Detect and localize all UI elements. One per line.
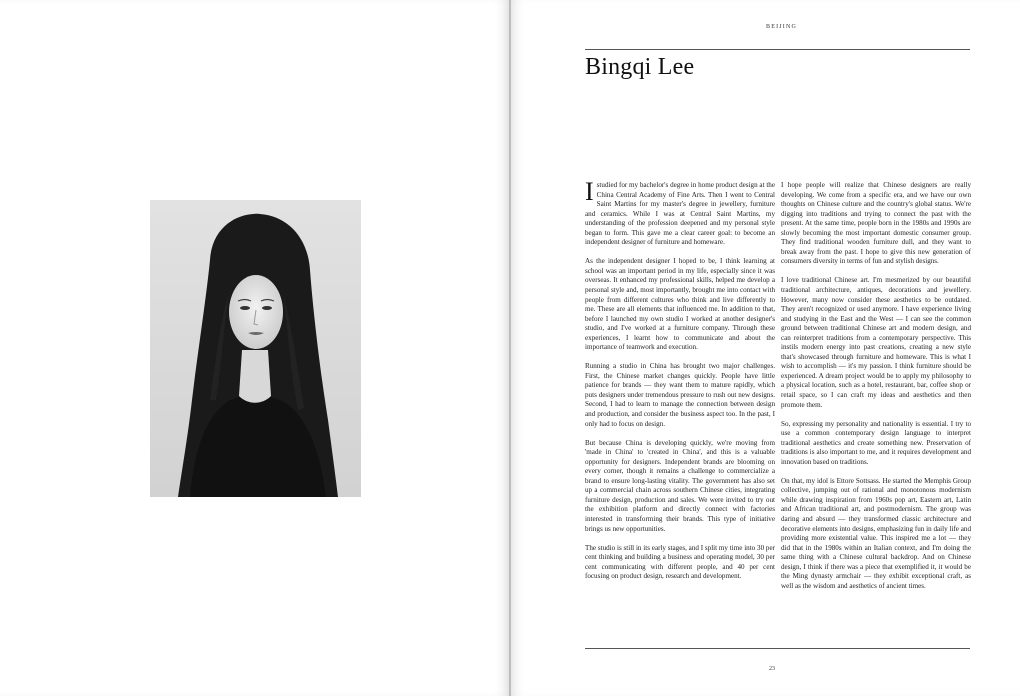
running-head: BEIJING	[766, 24, 798, 30]
text-column-1	[585, 177, 775, 591]
article-title: Bingqi Lee	[585, 54, 695, 80]
paragraph: The studio is still in its early stages, and I split my time into 30 per cent thinking and building a business and operating model, 30 per cent communicating with different people, and 40 per cent focusing on product design, research and development.	[585, 543, 775, 581]
top-rule	[585, 49, 970, 50]
paragraph: I hope people will realize that Chinese designers are really developing. We come from a specific era, and we have our own thoughts on Chinese culture and the country's global status. We're digging into traditions and trying to connect the past with the present. At the same time, people born in the 1980s and 1990s are slowly becoming the most important domestic consumer group. They find traditional wooden furniture dull, and they want to break away from the past. I hope to give this new generation of consumers diversity in terms of fun and stylish designs.	[781, 181, 971, 266]
portrait-photo	[150, 200, 361, 497]
paragraph: But because China is developing quickly, we're moving from 'made in China' to 'created in China', and this is a valuable opportunity for designers. Independent brands are blooming on every corner, though it remains a challenge to commercialize a brand to ensure long-lasting vitality. The government has also set up a commercial chain across southern Chinese cities, integrating furniture design, production and sales. We were invited to try out the exhibition platform and directly connect with factories interested in transforming their brands. This type of initiative brings us new opportunities.	[585, 438, 775, 533]
page-number: 23	[769, 666, 775, 672]
text-column-2	[781, 181, 971, 601]
bottom-rule	[585, 648, 970, 649]
paragraph: So, expressing my personality and nationality is essential. I try to use a common contemporary design language to interpret traditional aesthetics and create something new. Preservation of traditions is also important to me, and it requires development and innovation based on traditions.	[781, 419, 971, 466]
paragraph: Running a studio in China has brought two major challenges. First, the Chinese market changes quickly. People have little patience for brands — they want them to mature rapidly, which puts designers under tremendous pressure to rush out new designs. Second, I had to learn to manage the connection between design and production, and consider the business aspect too. In the past, I only had to focus on design.	[585, 362, 775, 428]
paragraph	[585, 177, 775, 248]
paragraph: On that, my idol is Ettore Sottsass. He started the Memphis Group collective, jumping out of rational and monotonous modernism while drawing inspiration from 1960s pop art, Eastern art, Latin and African traditional art, and postmodernism. The group was daring and absurd — they transformed classic architecture and decorative elements into designs, emphasizing fun in daily life and providing more existential value. This inspired me a lot — they did that in the 1980s within an Italian context, and I'm doing the same thing with a Chinese cultural backdrop. And on Chinese design, I think if there was a piece that exemplified it, it would be the Ming dynasty armchair — they exhibit exceptional craft, as well as the wisdom and aesthetics of ancient times.	[781, 476, 971, 590]
portrait-illustration	[150, 200, 361, 497]
paragraph: I love traditional Chinese art. I'm mesmerized by our beautiful traditional architecture, antiques, decorations and jewellery. However, many now consider these aesthetics to be outdated. They aren't recognized or used anymore. I have experience living and studying in the East and the West — I can see the common ground between traditional Chinese art and modern design, and can reinterpret traditions from a contemporary perspective. This instils modern energy into past creations, creating a new style that's showcased through furniture and homeware. This is what I wish to accomplish — it's my passion. I think furniture should be experienced. A dream project would be to apply my philosophy to a physical location, such as a hotel, restaurant, bar, coffee shop or retail space, so I can craft my ideas and aesthetics and then promote them.	[781, 276, 971, 409]
paragraph: As the independent designer I hoped to be, I think learning at school was an important period in my life, especially since it was overseas. It enhanced my professional skills, helped me develop a personal style and, most importantly, brought me into contact with people from different cultures who think and live differently to me. These are all elements that influenced me. In addition to that, before I launched my own studio I worked at another designer's studio, and I've worked at a furniture company. Through these experiences, I learnt how to communicate and about the importance of teamwork and execution.	[585, 257, 775, 352]
left-page	[0, 0, 509, 696]
drop-cap: I	[585, 177, 594, 206]
paragraph-text: studied for my bachelor's degree in home product design at the China Central Academy of Fine Arts. Then I went to Central Saint Martins for my master's degree in jewellery, furniture and ceramics. While I was at Central Saint Martins, my understanding of the profession deepened and my personal style began to form. This gave me a clear career goal: to become an independent designer of furniture and homeware.	[585, 181, 775, 247]
right-page	[511, 0, 1020, 696]
